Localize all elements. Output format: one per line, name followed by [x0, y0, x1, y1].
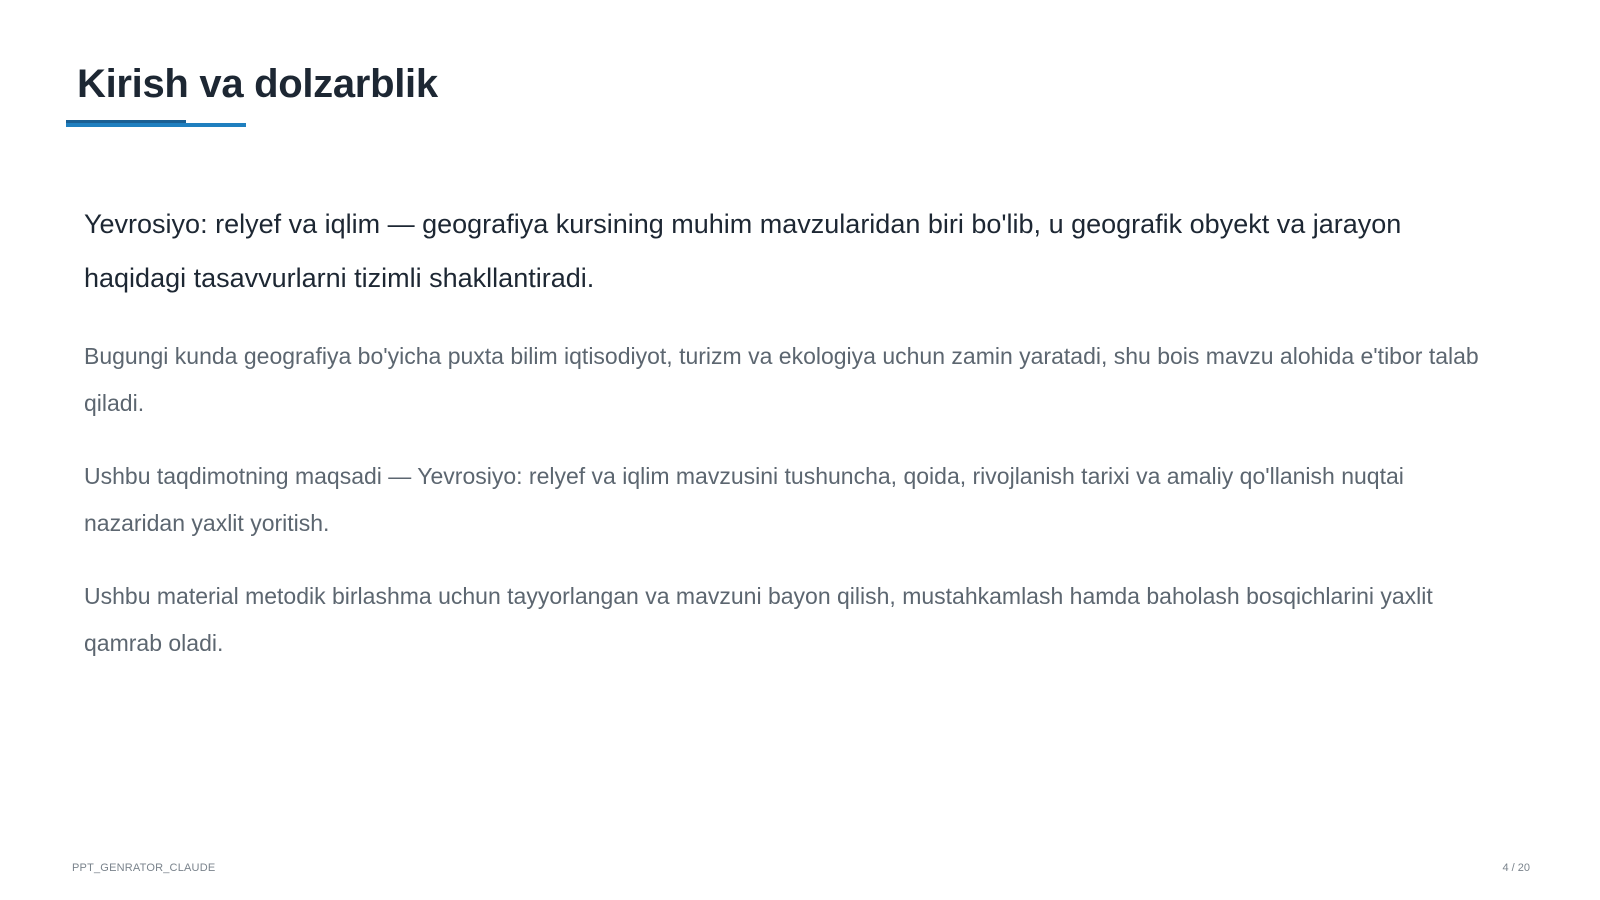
title-underline [66, 123, 246, 127]
body-paragraph-1: Bugungi kunda geografiya bo'yicha puxta bilim iqtisodiyot, turizm va ekologiya uchun zamin yaratadi, shu bois mavzu alohida e'tibor talab qiladi. [84, 343, 1479, 416]
page-number: 4 / 20 [1502, 862, 1530, 874]
slide-title: Kirish va dolzarblik [77, 62, 438, 106]
title-underline-accent [66, 120, 186, 123]
footer-source: PPT_GENRATOR_CLAUDE [72, 862, 216, 874]
lead-paragraph: Yevrosiyo: relyef va iqlim — geografiya kursining muhim mavzularidan biri bo'lib, u geografik obyekt va jarayon haqidagi tasavvurlarni tizimli shakllantiradi. [84, 209, 1402, 293]
body-paragraph-2: Ushbu taqdimotning maqsadi — Yevrosiyo: relyef va iqlim mavzusini tushuncha, qoida, rivojlanish tarixi va amaliy qo'llanish nuqtai nazaridan yaxlit yoritish. [84, 463, 1404, 536]
slide-content [84, 197, 1504, 693]
body-paragraph-3: Ushbu material metodik birlashma uchun tayyorlangan va mavzuni bayon qilish, mustahkamlash hamda baholash bosqichlarini yaxlit qamrab oladi. [84, 583, 1433, 656]
